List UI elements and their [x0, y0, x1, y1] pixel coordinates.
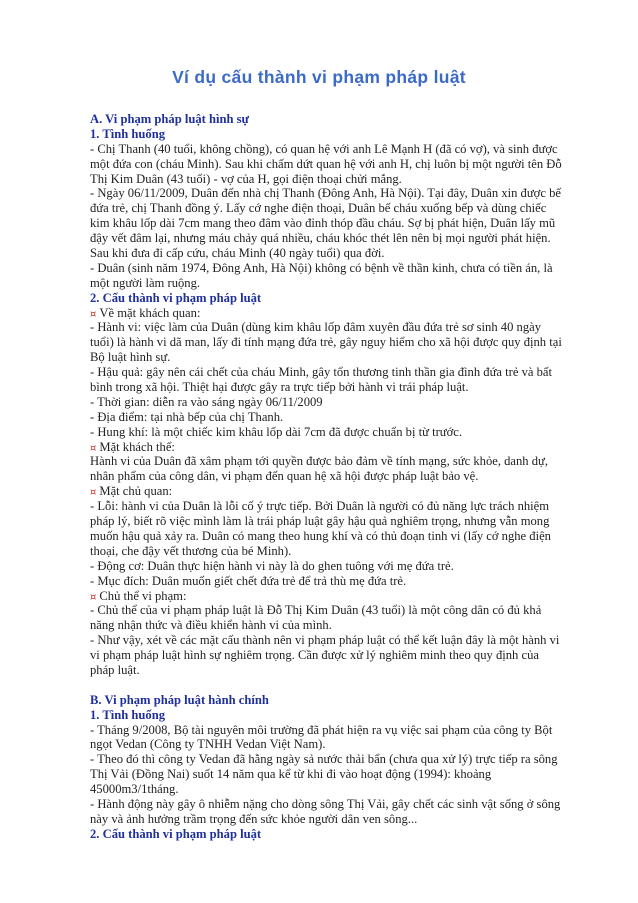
text-line: - Duân (sinh năm 1974, Đông Anh, Hà Nội) không có bệnh về thần kinh, chưa có tiền án, là	[90, 260, 553, 275]
text-line: đứa trẻ, chị Thanh đồng ý. Lấy cớ nghe điện thoại, Duân bế cháu xuống bếp và dùng chiếc	[90, 201, 547, 216]
document-title: Ví dụ cấu thành vi phạm pháp luật	[172, 67, 466, 87]
bullet-text: Mặt khách thể:	[99, 439, 175, 454]
section-heading: 1. Tình huống	[90, 707, 166, 722]
text-line: Bộ luật hình sự.	[90, 350, 171, 365]
bullet-text: Mặt chủ quan:	[99, 484, 173, 499]
text-line: đậy vết đâm lại, nhưng máu chảy quá nhiều, cháu khóc thét lên nên bị mọi người phát hiện.	[90, 231, 551, 246]
bullet-icon: ¤	[90, 308, 97, 320]
text-line: - Chủ thể của vi phạm pháp luật là Đỗ Thị Kim Duân (43 tuổi) là một công dân có đủ khả	[90, 603, 542, 618]
bullet-line	[90, 306, 560, 321]
text-line: - Tháng 9/2008, Bộ tài nguyên môi trường đã phát hiện ra vụ việc sai phạm của công ty Bột	[90, 722, 553, 737]
document-body	[90, 112, 560, 842]
text-line: - Động cơ: Duân thực hiện hành vi này là do ghen tuông với mẹ đứa trẻ.	[90, 558, 454, 573]
text-line: Hành vi của Duân đã xâm phạm tới quyền được bảo đảm về tính mạng, sức khỏe, danh dự,	[90, 454, 549, 469]
text-line: Thị Kim Duân (43 tuổi) - vợ của H, gọi điện thoại chửi mắng.	[90, 171, 402, 186]
text-line: ngọt Vedan (Công ty TNHH Vedan Việt Nam).	[90, 737, 326, 752]
text-line: này và ảnh hưởng trầm trọng đến sức khỏe người dân ven sông...	[90, 811, 418, 826]
bullet-line	[90, 484, 560, 499]
text-line: Sau khi đưa đi cấp cứu, cháu Minh (40 ngày tuổi) qua đời.	[90, 246, 385, 261]
text-line: - Thời gian: diễn ra vào sáng ngày 06/11/2009	[90, 394, 323, 409]
text-line: một người làm ruộng.	[90, 275, 201, 290]
text-line: tuổi) là hành vi dã man, lấy đi tính mạng đứa trẻ, gây nguy hiểm cho xã hội được quy định tại	[90, 335, 562, 350]
text-line: nhân phẩm của công dân, vi phạm đến quan hệ xã hội được pháp luật bảo vệ.	[90, 469, 479, 484]
text-line: pháp luật.	[90, 662, 140, 677]
text-line: - Hành vi: việc làm của Duân (dùng kim khâu lốp đâm xuyên đầu đứa trẻ sơ sinh 40 ngày	[90, 320, 542, 335]
bullet-icon: ¤	[90, 487, 97, 499]
section-heading: 2. Cấu thành vi phạm pháp luật	[90, 290, 262, 305]
bullet-icon: ¤	[90, 442, 97, 454]
text-line: - Theo đó thì công ty Vedan đã hằng ngày sả nước thải bẩn (chưa qua xử lý) trực tiếp ra sông	[90, 752, 558, 767]
text-line: 45000m3/1tháng.	[90, 782, 179, 797]
text-line: - Như vậy, xét về các mặt cấu thành nên vi phạm pháp luật có thể kết luận đây là một hành vi	[90, 633, 560, 648]
text-line: vi phạm pháp luật hình sự nghiêm trọng. Cần được xử lý nghiêm minh theo quy định của	[90, 648, 539, 663]
text-line: - Địa điểm: tại nhà bếp của chị Thanh.	[90, 409, 284, 424]
text-line: - Hành động này gây ô nhiễm nặng cho dòng sông Thị Vải, gây chết các sinh vật sống ở sông	[90, 796, 561, 811]
text-line: Thị Vải (Đồng Nai) suốt 14 năm qua kể từ khi đi vào hoạt động (1994): khoảng	[90, 767, 492, 782]
section-heading: 1. Tình huống	[90, 126, 166, 141]
text-line: - Mục đích: Duân muốn giết chết đứa trẻ để trả thù mẹ đứa trẻ.	[90, 573, 407, 588]
text-line: thoại, che đậy vết thương của bé Minh).	[90, 543, 292, 558]
bullet-text: Về mặt khách quan:	[99, 305, 201, 320]
text-line: năng nhận thức và điều khiển hành vi của mình.	[90, 618, 332, 633]
text-line: bình trong xã hội. Thiệt hại được gây ra trực tiếp bởi hành vi trái pháp luật.	[90, 380, 469, 395]
text-line: kim khâu lốp dài 7cm mang theo đâm vào đỉnh thóp đầu cháu. Sợ bị phát hiện, Duân lấy mũ	[90, 216, 556, 231]
text-line: - Ngày 06/11/2009, Duân đến nhà chị Thanh (Đông Anh, Hà Nội). Tại đây, Duân xin được bế	[90, 186, 561, 201]
text-line: một đứa con (cháu Minh). Sau khi chấm dứt quan hệ với anh H, chị luôn bị một người tên Đỗ	[90, 156, 562, 171]
bullet-text: Chủ thể vi phạm:	[99, 588, 187, 603]
section-heading: 2. Cấu thành vi phạm pháp luật	[90, 826, 262, 841]
text-line: pháp lý, biết rõ việc mình làm là trái pháp luật gây hậu quả nghiêm trọng, nhưng vẫn mong	[90, 514, 550, 529]
text-line: - Chị Thanh (40 tuổi, không chồng), có quan hệ với anh Lê Mạnh H (đã có vợ), và sinh được	[90, 141, 558, 156]
text-line: - Hậu quả: gây nên cái chết của cháu Minh, gây tổn thương tinh thần gia đình đứa trẻ và bất	[90, 365, 553, 380]
bullet-line	[90, 440, 560, 455]
text-line: - Hung khí: là một chiếc kim khâu lốp dài 7cm đã được chuẩn bị từ trước.	[90, 424, 462, 439]
section-heading: B. Vi phạm pháp luật hành chính	[90, 692, 269, 707]
bullet-line	[90, 589, 560, 604]
section-heading: A. Vi phạm pháp luật hình sự	[90, 112, 250, 126]
text-line: muốn hậu quả xảy ra. Duân có mang theo hung khí và có thủ đoạn tinh vi (lấy cớ nghe điện	[90, 528, 551, 543]
text-line: - Lỗi: hành vi của Duân là lỗi cố ý trực tiếp. Bởi Duân là người có đủ năng lực trách nhiệm	[90, 499, 550, 514]
paragraph-gap	[90, 678, 560, 693]
bullet-icon: ¤	[90, 591, 97, 603]
